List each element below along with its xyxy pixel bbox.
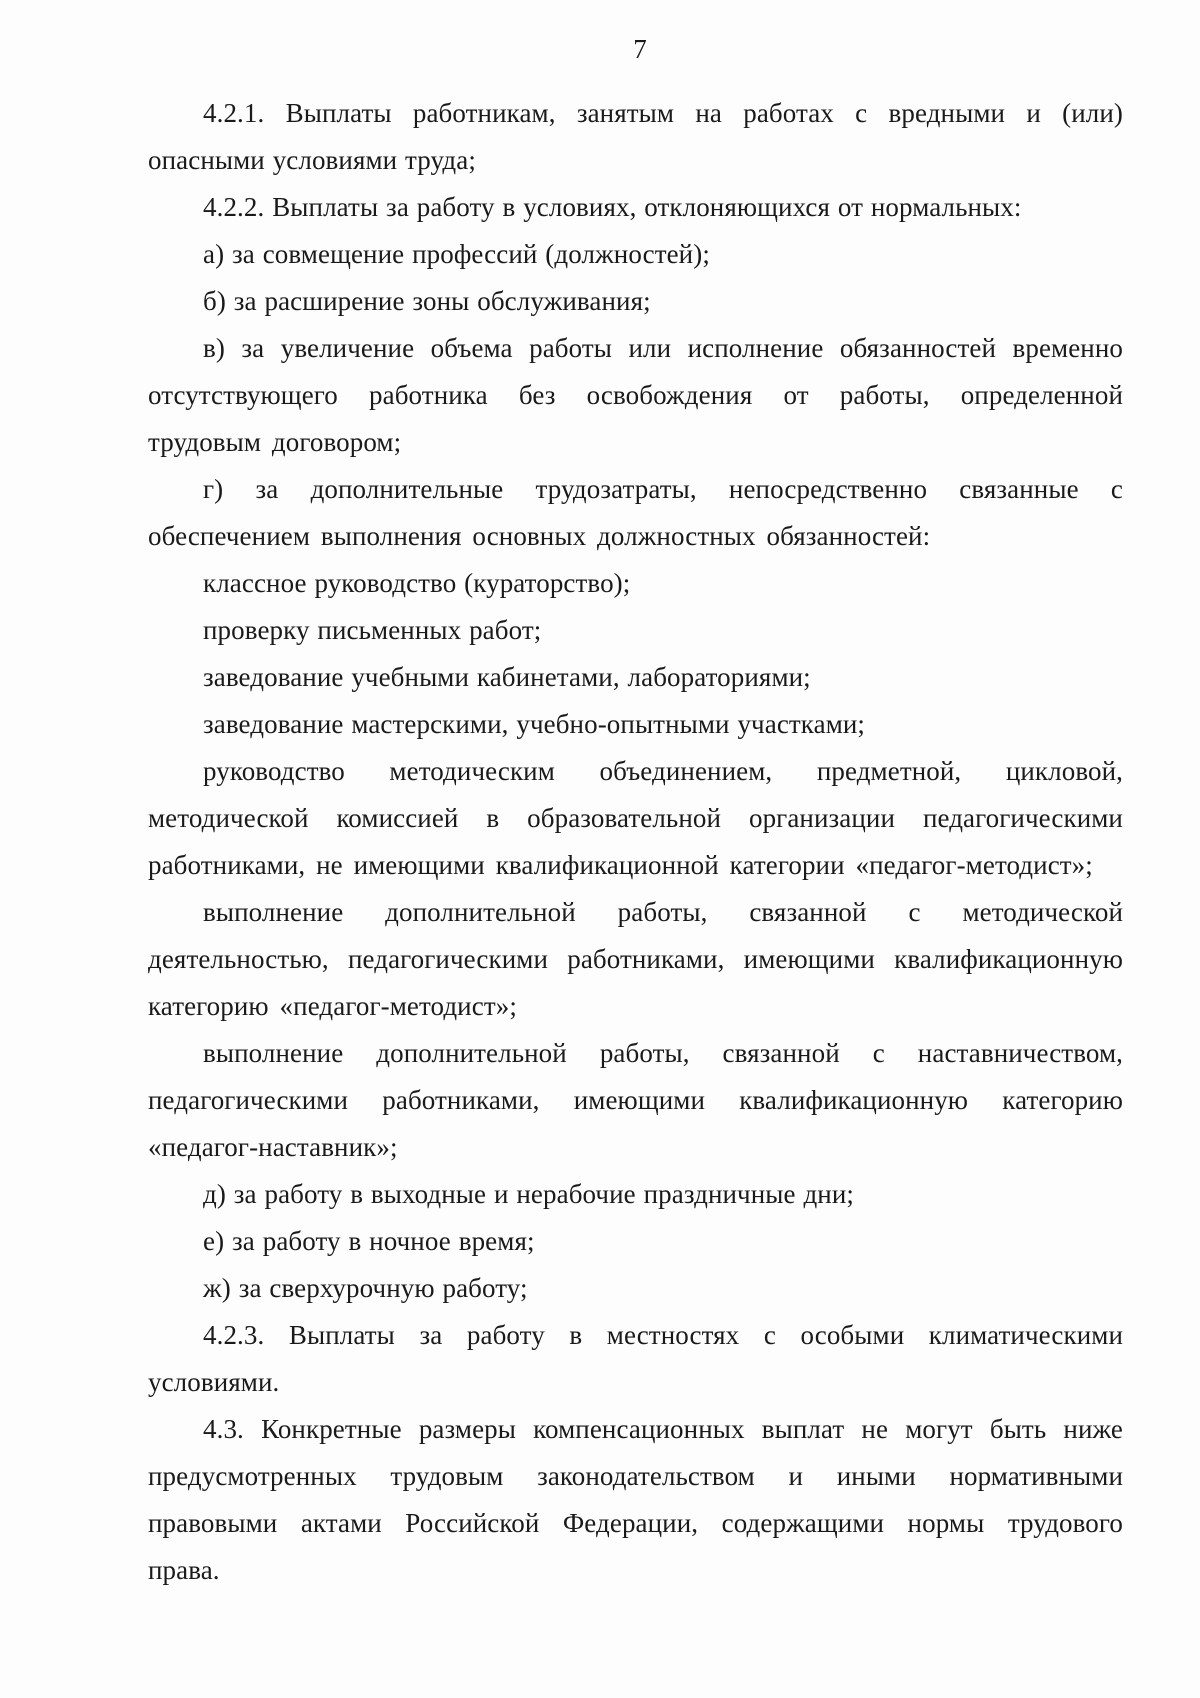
paragraph-4-3: 4.3. Конкретные размеры компенсационных выплат не могут быть ниже предусмотренных трудовым законодательством и иными нормативными правовыми актами Российской Федерации, содержащими нормы трудового права. xyxy=(148,1414,1123,1585)
item-a: а) за совмещение профессий (должностей); xyxy=(203,239,710,269)
subitem-methodical-association: руководство методическим объединением, предметной, цикловой, методической комиссией в образовательной организации педагогическими работниками, не имеющими квалификационной категории «педагог-методист»; xyxy=(148,756,1123,880)
subitem-methodist: выполнение дополнительной работы, связанной с методической деятельностью, педагогическими работниками, имеющими квалификационную категорию «педагог-методист»; xyxy=(148,897,1123,1021)
paragraph-4-2-1: 4.2.1. Выплаты работникам, занятым на работах с вредными и (или) опасными условиями труда; xyxy=(148,98,1123,175)
subitem-cabinets: заведование учебными кабинетами, лабораториями; xyxy=(203,662,811,692)
paragraph-4-2-3: 4.2.3. Выплаты за работу в местностях с особыми климатическими условиями. xyxy=(148,1320,1123,1397)
paragraph-4-2-2: 4.2.2. Выплаты за работу в условиях, отклоняющихся от нормальных: xyxy=(203,192,1022,222)
item-zh: ж) за сверхурочную работу; xyxy=(203,1273,528,1303)
subitem-checking-works: проверку письменных работ; xyxy=(203,615,542,645)
item-v: в) за увеличение объема работы или исполнение обязанностей временно отсутствующего работника без освобождения от работы, определенной трудовым договором; xyxy=(148,333,1123,457)
item-g: г) за дополнительные трудозатраты, непосредственно связанные с обеспечением выполнения основных должностных обязанностей: xyxy=(148,474,1123,551)
subitem-workshops: заведование мастерскими, учебно-опытными участками; xyxy=(203,709,866,739)
item-b: б) за расширение зоны обслуживания; xyxy=(203,286,651,316)
item-d: д) за работу в выходные и нерабочие праздничные дни; xyxy=(203,1179,854,1209)
subitem-class-guidance: классное руководство (кураторство); xyxy=(203,568,631,598)
subitem-mentor: выполнение дополнительной работы, связанной с наставничеством, педагогическими работниками, имеющими квалификационную категорию «педагог-наставник»; xyxy=(148,1038,1123,1162)
page-number: 7 xyxy=(633,34,647,64)
item-e: е) за работу в ночное время; xyxy=(203,1226,535,1256)
document-body xyxy=(148,90,1123,1594)
